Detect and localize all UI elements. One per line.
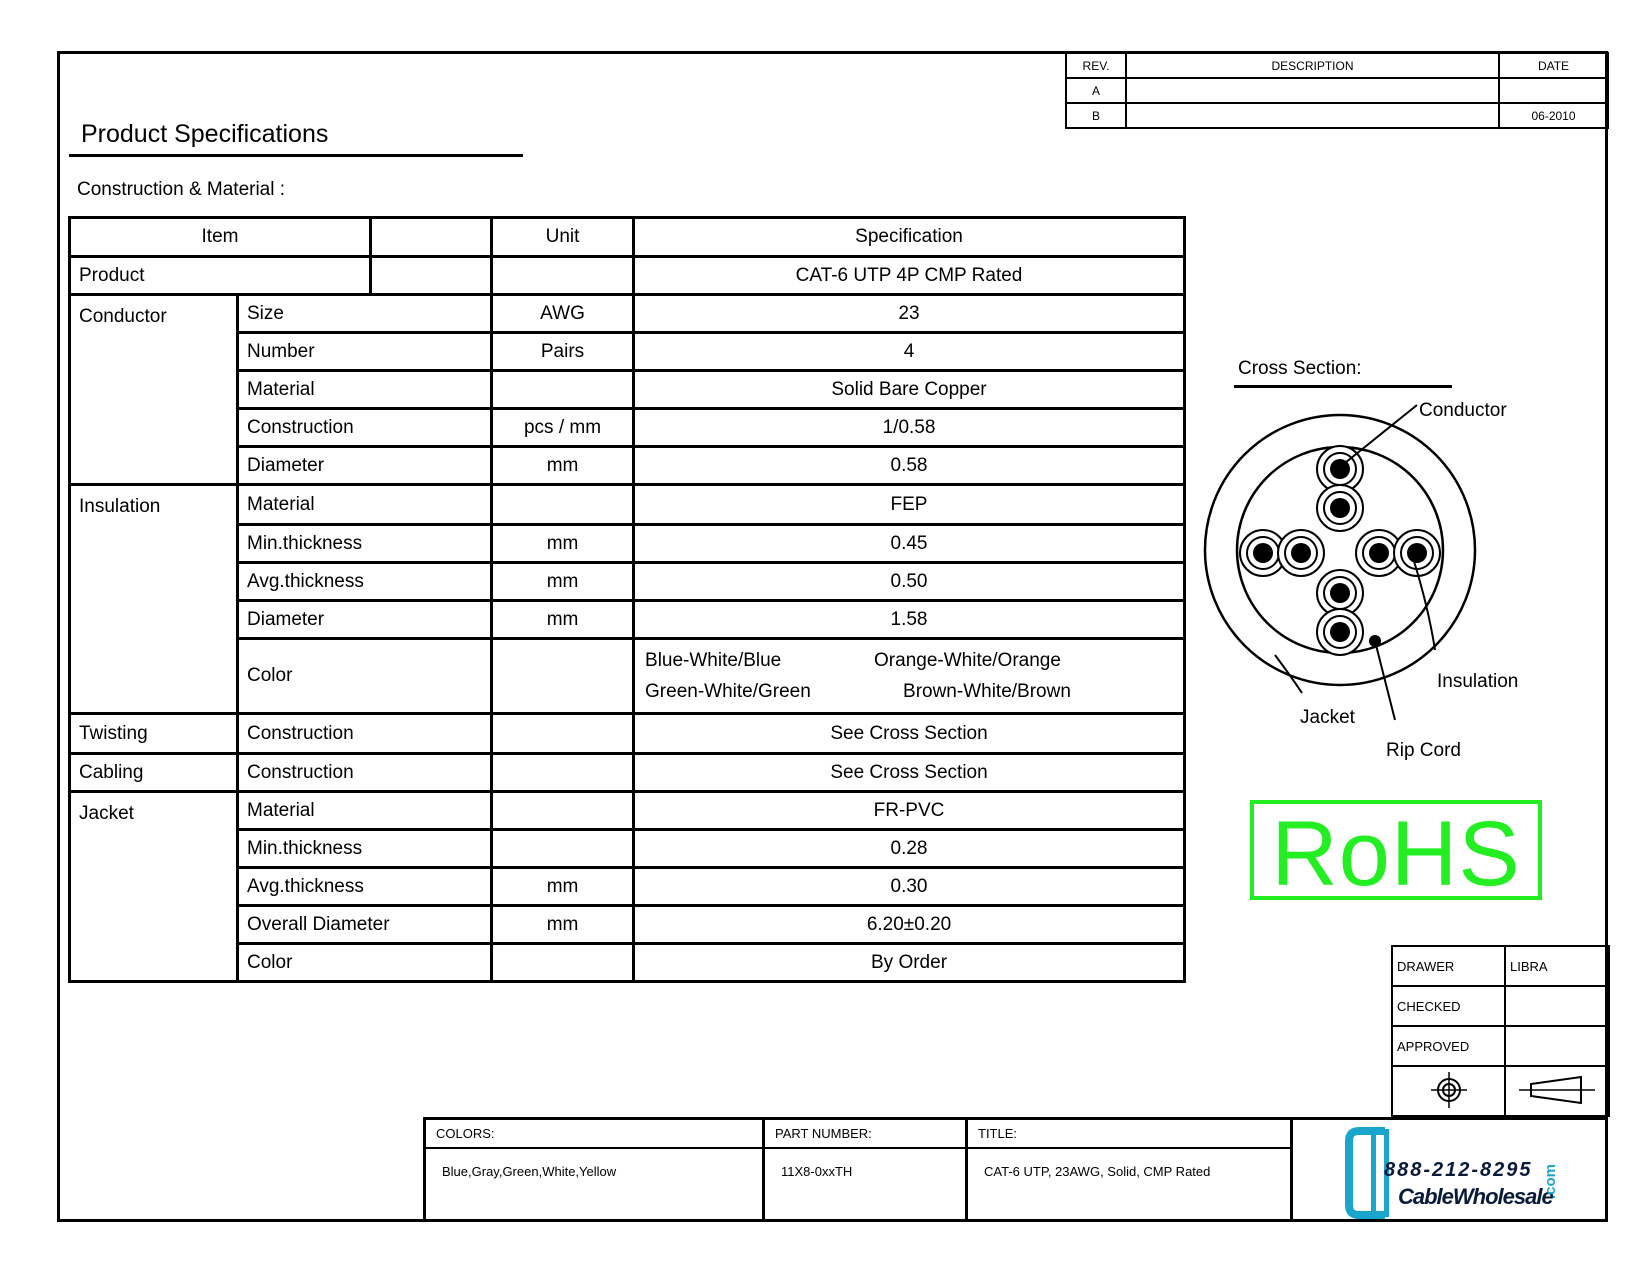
color-value: Green-White/Green bbox=[645, 681, 811, 702]
item-cell: Construction bbox=[238, 409, 492, 447]
specification-header: Specification bbox=[634, 218, 1185, 257]
table-row bbox=[70, 792, 1185, 830]
item-cell: Avg.thickness bbox=[238, 868, 492, 906]
spec-cell: CAT-6 UTP 4P CMP Rated bbox=[634, 257, 1185, 295]
table-row bbox=[70, 295, 1185, 333]
jacket-leader bbox=[1275, 655, 1302, 693]
unit-cell: mm bbox=[492, 447, 634, 485]
table-row bbox=[70, 257, 1185, 295]
approved-value bbox=[1505, 1026, 1609, 1066]
revision-header-row bbox=[1066, 53, 1608, 78]
spec-cell: 0.45 bbox=[634, 525, 1185, 563]
table-row bbox=[70, 868, 1185, 906]
pair-left bbox=[1240, 530, 1324, 576]
item-cell: Color bbox=[238, 639, 492, 714]
table-row bbox=[70, 754, 1185, 792]
unit-cell bbox=[492, 830, 634, 868]
pair-top bbox=[1317, 446, 1363, 531]
cross-section-title: Cross Section: bbox=[1238, 358, 1362, 379]
unit-cell: pcs / mm bbox=[492, 409, 634, 447]
table-row bbox=[70, 447, 1185, 485]
title-value: CAT-6 UTP, 23AWG, Solid, CMP Rated bbox=[984, 1164, 1211, 1179]
unit-cell bbox=[492, 714, 634, 754]
part-number-cell bbox=[765, 1120, 968, 1219]
pair-right bbox=[1356, 530, 1440, 576]
description-cell bbox=[1126, 78, 1499, 103]
color-value: Blue-White/Blue bbox=[645, 650, 782, 671]
unit-cell: mm bbox=[492, 525, 634, 563]
title-cell bbox=[968, 1120, 1293, 1219]
spec-cell: FEP bbox=[634, 485, 1185, 525]
title-underline bbox=[69, 154, 523, 157]
unit-cell: mm bbox=[492, 601, 634, 639]
date-cell: 06-2010 bbox=[1499, 103, 1608, 128]
unit-cell: AWG bbox=[492, 295, 634, 333]
date-header: DATE bbox=[1499, 53, 1608, 78]
rohs-mark: RoHS bbox=[1250, 800, 1542, 900]
spec-cell: 0.28 bbox=[634, 830, 1185, 868]
item-cell: Overall Diameter bbox=[238, 906, 492, 944]
table-row bbox=[70, 371, 1185, 409]
spec-cell: 6.20±0.20 bbox=[634, 906, 1185, 944]
twisting-group-label: Twisting bbox=[70, 714, 238, 754]
table-row bbox=[70, 333, 1185, 371]
unit-cell bbox=[492, 371, 634, 409]
item-header: Item bbox=[70, 218, 371, 257]
table-row bbox=[70, 601, 1185, 639]
table-row bbox=[70, 639, 1185, 714]
rev-cell: A bbox=[1066, 78, 1126, 103]
table-row bbox=[70, 563, 1185, 601]
colors-value: Blue,Gray,Green,White,Yellow bbox=[442, 1164, 617, 1179]
title-label: TITLE: bbox=[978, 1126, 1018, 1141]
pair-bottom bbox=[1317, 570, 1363, 655]
unit-cell: mm bbox=[492, 868, 634, 906]
spec-cell: See Cross Section bbox=[634, 714, 1185, 754]
approval-row bbox=[1392, 1026, 1609, 1066]
approval-row bbox=[1392, 946, 1609, 986]
color-value: Orange-White/Orange bbox=[874, 650, 1061, 671]
cabling-group-label: Cabling bbox=[70, 754, 238, 792]
color-value: Brown-White/Brown bbox=[903, 681, 1071, 702]
conductor-label: Conductor bbox=[1419, 400, 1507, 421]
table-row bbox=[70, 485, 1185, 525]
spec-cell: 0.58 bbox=[634, 447, 1185, 485]
item-cell: Material bbox=[238, 792, 492, 830]
unit-cell: mm bbox=[492, 906, 634, 944]
drawer-label: DRAWER bbox=[1392, 946, 1505, 986]
cone-projection-icon bbox=[1517, 1072, 1597, 1108]
logo-phone: 888-212-8295 bbox=[1384, 1159, 1533, 1181]
spec-cell: 4 bbox=[634, 333, 1185, 371]
table-row bbox=[70, 409, 1185, 447]
checked-label: CHECKED bbox=[1392, 986, 1505, 1026]
cross-section-underline bbox=[1234, 385, 1452, 388]
drawer-value: LIBRA bbox=[1505, 946, 1609, 986]
cable-cross-section-diagram bbox=[1180, 395, 1580, 775]
item-cell: Min.thickness bbox=[238, 830, 492, 868]
blank-header bbox=[371, 218, 492, 257]
spec-cell: 0.50 bbox=[634, 563, 1185, 601]
item-cell: Diameter bbox=[238, 601, 492, 639]
spec-header-row bbox=[70, 218, 1185, 257]
unit-cell bbox=[492, 639, 634, 714]
table-row bbox=[70, 944, 1185, 982]
unit-cell bbox=[492, 754, 634, 792]
product-label: Product bbox=[70, 257, 371, 295]
projection-symbol-cell bbox=[1505, 1066, 1609, 1116]
spec-cell: 1/0.58 bbox=[634, 409, 1185, 447]
revision-row bbox=[1066, 103, 1608, 128]
spec-cell: FR-PVC bbox=[634, 792, 1185, 830]
conductor-group-label: Conductor bbox=[70, 295, 238, 485]
item-cell: Material bbox=[238, 371, 492, 409]
page-title: Product Specifications bbox=[81, 120, 329, 148]
color-spec-cell bbox=[634, 639, 1185, 714]
colors-label: COLORS: bbox=[436, 1126, 495, 1141]
item-cell: Material bbox=[238, 485, 492, 525]
unit-cell bbox=[492, 944, 634, 982]
projection-symbols-row bbox=[1392, 1066, 1609, 1116]
unit-cell bbox=[492, 485, 634, 525]
section-subtitle: Construction & Material : bbox=[77, 179, 286, 200]
unit-cell bbox=[492, 792, 634, 830]
description-header: DESCRIPTION bbox=[1126, 53, 1499, 78]
spec-cell: By Order bbox=[634, 944, 1185, 982]
spec-cell: Solid Bare Copper bbox=[634, 371, 1185, 409]
item-cell: Avg.thickness bbox=[238, 563, 492, 601]
blank-cell bbox=[371, 257, 492, 295]
unit-header: Unit bbox=[492, 218, 634, 257]
approval-table bbox=[1391, 945, 1610, 1117]
logo-suffix: .com bbox=[1542, 1163, 1559, 1199]
color-values bbox=[635, 640, 1183, 712]
item-cell: Construction bbox=[238, 714, 492, 754]
approved-label: APPROVED bbox=[1392, 1026, 1505, 1066]
spec-table bbox=[68, 216, 1186, 983]
unit-cell: mm bbox=[492, 563, 634, 601]
approval-row bbox=[1392, 986, 1609, 1026]
part-number-value: 11X8-0xxTH bbox=[781, 1164, 853, 1179]
projection-symbol-cell bbox=[1392, 1066, 1505, 1116]
item-cell: Construction bbox=[238, 754, 492, 792]
description-cell bbox=[1126, 103, 1499, 128]
colors-cell bbox=[426, 1120, 765, 1219]
table-row bbox=[70, 906, 1185, 944]
item-cell: Min.thickness bbox=[238, 525, 492, 563]
rip-cord-label: Rip Cord bbox=[1386, 740, 1461, 761]
table-row bbox=[70, 714, 1185, 754]
item-cell: Number bbox=[238, 333, 492, 371]
item-cell: Color bbox=[238, 944, 492, 982]
unit-cell bbox=[492, 257, 634, 295]
jacket-label: Jacket bbox=[1300, 707, 1355, 728]
spec-cell: 0.30 bbox=[634, 868, 1185, 906]
jacket-group-label: Jacket bbox=[70, 792, 238, 982]
revision-row bbox=[1066, 78, 1608, 103]
spec-cell: 1.58 bbox=[634, 601, 1185, 639]
insulation-group-label: Insulation bbox=[70, 485, 238, 714]
logo-name: CableWholesale bbox=[1398, 1184, 1553, 1209]
revision-table bbox=[1065, 52, 1609, 129]
spec-cell: See Cross Section bbox=[634, 754, 1185, 792]
part-number-label: PART NUMBER: bbox=[775, 1126, 872, 1141]
insulation-label: Insulation bbox=[1437, 671, 1519, 692]
table-row bbox=[70, 525, 1185, 563]
spec-cell: 23 bbox=[634, 295, 1185, 333]
checked-value bbox=[1505, 986, 1609, 1026]
target-icon bbox=[1429, 1070, 1469, 1110]
item-cell: Size bbox=[238, 295, 492, 333]
item-cell: Diameter bbox=[238, 447, 492, 485]
rev-header: REV. bbox=[1066, 53, 1126, 78]
table-row bbox=[70, 830, 1185, 868]
rev-cell: B bbox=[1066, 103, 1126, 128]
unit-cell: Pairs bbox=[492, 333, 634, 371]
date-cell bbox=[1499, 78, 1608, 103]
